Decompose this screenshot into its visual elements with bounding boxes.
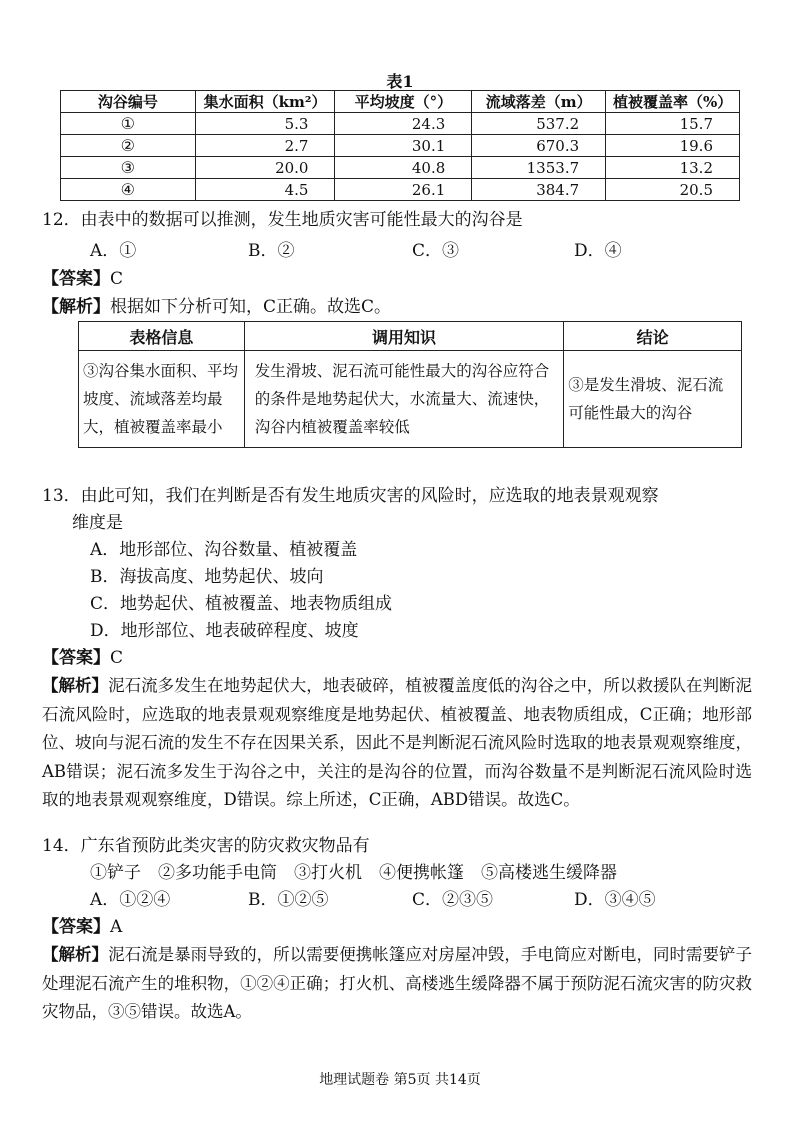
table-cell: ③沟谷集水面积、平均坡度、流域落差均最大，植被覆盖率最小 [79, 351, 245, 448]
q13-option-c: C．地势起伏、植被覆盖、地表物质组成 [90, 594, 393, 614]
q12-answer [42, 266, 123, 292]
table2-header-cell: 结论 [564, 322, 742, 351]
table-cell: 30.1 [335, 135, 472, 157]
table-cell: ② [61, 135, 196, 157]
analysis-tag: 【解析】 [42, 297, 110, 317]
table-cell: 1353.7 [472, 157, 606, 179]
table-cell: 2.7 [195, 135, 335, 157]
q12-option-b: B．② [248, 241, 295, 261]
q12-analysis [42, 294, 391, 320]
q13-option-b: B．海拔高度、地势起伏、坡向 [90, 567, 324, 587]
q12-option-a: A．① [90, 241, 137, 261]
table1 [60, 90, 740, 201]
analysis-tag: 【解析】 [42, 676, 109, 695]
table-row [61, 113, 740, 135]
analysis-text: 泥石流是暴雨导致的，所以需要便携帐篷应对房屋冲毁，手电筒应对断电，同时需要铲子处理泥石流产生的堆积物，①②④正确；打火机、高楼逃生缓降器不属于预防泥石流灾害的防灾救灾物品，③⑤错误。故选A。 [42, 945, 753, 1022]
table-row [61, 157, 740, 179]
answer-value: C [110, 648, 124, 668]
table-cell: 5.3 [195, 113, 335, 135]
table-cell: 670.3 [472, 135, 606, 157]
table-cell: 15.7 [606, 113, 740, 135]
table-cell: 40.8 [335, 157, 472, 179]
q13-analysis [42, 672, 752, 815]
table1-header-row [61, 91, 740, 113]
q12-option-c: C．③ [412, 241, 460, 261]
table1-header-cell: 流域落差（m） [472, 91, 606, 113]
q14-option-b: B．①②⑤ [248, 890, 329, 910]
table1-header-cell: 平均坡度（°） [335, 91, 472, 113]
table1-header-cell: 集水面积（km²） [195, 91, 335, 113]
table1-header-cell: 植被覆盖率（%） [606, 91, 740, 113]
table-cell: 19.6 [606, 135, 740, 157]
table-cell: ③ [61, 157, 196, 179]
answer-value: C [110, 269, 124, 289]
q14-stem: 14．广东省预防此类灾害的防灾救灾物品有 [42, 836, 370, 856]
table-cell: 537.2 [472, 113, 606, 135]
q14-analysis [42, 941, 752, 1027]
q14-answer [42, 914, 122, 940]
q13-stem-line1: 13．由此可知，我们在判断是否有发生地质灾害的风险时，应选取的地表景观观察 [42, 486, 659, 506]
answer-value: A [110, 917, 123, 937]
analysis-table [78, 321, 742, 448]
q14-option-d: D．③④⑤ [574, 890, 656, 910]
table-cell: ④ [61, 179, 196, 201]
table2-header-cell: 表格信息 [79, 322, 245, 351]
analysis-text: 根据如下分析可知，C正确。故选C。 [110, 297, 392, 317]
table-cell: 26.1 [335, 179, 472, 201]
table-cell: ③是发生滑坡、泥石流可能性最大的沟谷 [564, 351, 742, 448]
table-cell: 20.5 [606, 179, 740, 201]
table-row [61, 179, 740, 201]
analysis-tag: 【解析】 [42, 945, 109, 964]
q13-option-d: D．地形部位、地表破碎程度、坡度 [90, 621, 359, 641]
answer-tag: 【答案】 [42, 269, 110, 289]
q13-answer [42, 645, 123, 671]
page-footer: 地理试题卷 第5页 共14页 [319, 1072, 481, 1088]
table-cell: 20.0 [195, 157, 335, 179]
answer-tag: 【答案】 [42, 917, 110, 937]
table-cell: 24.3 [335, 113, 472, 135]
table2-header-cell: 调用知识 [244, 322, 563, 351]
table-row [61, 135, 740, 157]
table-cell: ① [61, 113, 196, 135]
table1-header-cell: 沟谷编号 [61, 91, 196, 113]
q14-option-a: A．①②④ [90, 890, 171, 910]
q14-option-c: C．②③⑤ [412, 890, 494, 910]
table-cell: 384.7 [472, 179, 606, 201]
q13-stem-line2: 维度是 [72, 513, 123, 533]
table1-title: 表1 [386, 72, 414, 91]
q14-items: ①铲子 ②多功能手电筒 ③打火机 ④便携帐篷 ⑤高楼逃生缓降器 [90, 863, 617, 883]
table-cell: 发生滑坡、泥石流可能性最大的沟谷应符合的条件是地势起伏大，水流量大、流速快，沟谷内植被覆盖率较低 [244, 351, 563, 448]
analysis-text: 泥石流多发生在地势起伏大，地表破碎，植被覆盖度低的沟谷之中，所以救援队在判断泥石流风险时，应选取的地表景观观察维度是地势起伏、植被覆盖、地表物质组成，C正确；地形部位、坡向与泥石流的发生不存在因果关系，因此不是判断泥石流风险时选取的地表景观观察维度，AB错误；泥石流多发生于沟谷之中，关注的是沟谷的位置，而沟谷数量不是判断泥石流风险时选取的地表景观观察维度，D错误。综上所述，C正确，ABD错误。故选C。 [42, 676, 753, 810]
table-row [79, 351, 742, 448]
table2-header-row [79, 322, 742, 351]
q13-option-a: A．地形部位、沟谷数量、植被覆盖 [90, 540, 358, 560]
q12-stem: 12．由表中的数据可以推测，发生地质灾害可能性最大的沟谷是 [42, 210, 523, 230]
q12-option-d: D．④ [574, 241, 622, 261]
table-cell: 4.5 [195, 179, 335, 201]
table-cell: 13.2 [606, 157, 740, 179]
answer-tag: 【答案】 [42, 648, 110, 668]
